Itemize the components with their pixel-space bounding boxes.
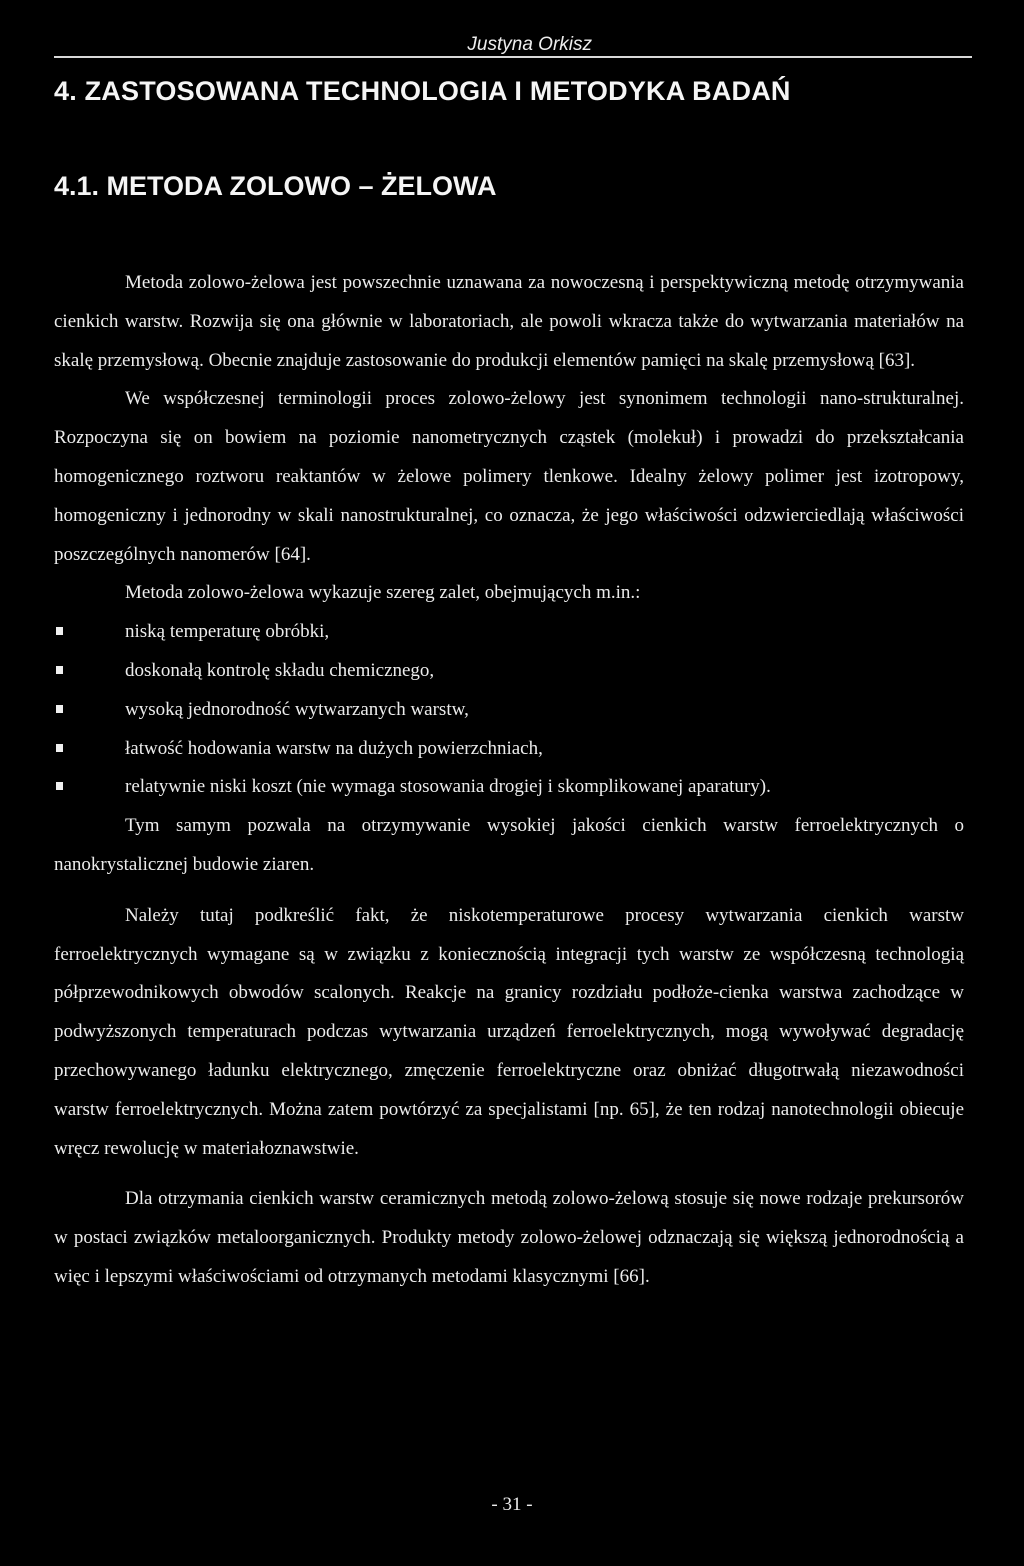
paragraph-precursors: Dla otrzymania cienkich warstw ceramicznych metodą zolowo-żelową stosuje się nowe rodzaje prekursorów w postaci związków metaloorganicznych. Produkty metody zolowo-żelowej odznaczają się większą jednorodnością a więc i lepszymi właściwościami od otrzymanych metodami klasycznymi [66].: [54, 1188, 964, 1287]
running-header-author: Justyna Orkisz: [467, 34, 592, 55]
chapter-title: 4. ZASTOSOWANA TECHNOLOGIA I METODYKA BADAŃ: [54, 76, 791, 106]
paragraph-thin-films: Tym samym pozwala na otrzymywanie wysokiej jakości cienkich warstw ferroelektrycznych o nanokrystalicznej budowie ziaren.: [54, 815, 964, 875]
bullet-square-icon: [56, 627, 63, 635]
paragraph-advantages-intro: Metoda zolowo-żelowa wykazuje szereg zalet, obejmujących m.in.:: [125, 582, 641, 604]
header-rule: [54, 56, 972, 58]
list-item: [54, 652, 964, 691]
page-number: - 31 -: [491, 1494, 533, 1515]
list-item-text: doskonałą kontrolę składu chemicznego,: [125, 659, 435, 681]
bullet-square-icon: [56, 666, 63, 674]
advantages-list: [54, 613, 964, 807]
list-item: [54, 613, 964, 652]
list-item-text: łatwość hodowania warstw na dużych powierzchniach,: [125, 737, 543, 759]
list-item-text: wysoką jednorodność wytwarzanych warstw,: [125, 698, 469, 720]
bullet-square-icon: [56, 705, 63, 713]
list-item: [54, 730, 964, 769]
list-item: [54, 691, 964, 730]
section-title: 4.1. METODA ZOLOWO – ŻELOWA: [54, 171, 497, 201]
body-text: [54, 264, 964, 1297]
list-item: [54, 768, 964, 807]
list-item-text: relatywnie niski koszt (nie wymaga stosowania drogiej i skomplikowanej aparatury).: [125, 776, 771, 798]
bullet-square-icon: [56, 782, 63, 790]
paragraph-intro: Metoda zolowo-żelowa jest powszechnie uznawana za nowoczesną i perspektywiczną metodę otrzymywania cienkich warstw. Rozwija się ona głównie w laboratoriach, ale powoli wkracza także do wytwarzania materiałów na skalę przemysłową. Obecnie znajduje zastosowanie do produkcji elementów pamięci na skalę przemysłową [63].: [54, 272, 964, 371]
list-item-text: niską temperaturę obróbki,: [125, 621, 330, 643]
bullet-square-icon: [56, 744, 63, 752]
paragraph-nanostructure: We współczesnej terminologii proces zolowo-żelowy jest synonimem technologii nano-strukturalnej. Rozpoczyna się on bowiem na poziomie nanometrycznych cząstek (molekuł) i prowadzi do przekształcania homogenicznego roztworu reaktantów w żelowe polimery tlenkowe. Idealny żelowy polimer jest izotropowy, homogeniczny i jednorodny w skali nanostrukturalnej, co oznacza, że jego właściwości odzwierciedlają właściwości poszczególnych nanomerów [64].: [54, 388, 964, 565]
paragraph-low-temperature: Należy tutaj podkreślić fakt, że niskotemperaturowe procesy wytwarzania cienkich warstw ferroelektrycznych wymagane są w związku z koniecznością integracji tych warstw ze współczesną technologią półprzewodnikowych obwodów scalonych. Reakcje na granicy rozdziału podłoże-cienka warstwa zachodzące w podwyższonych temperaturach podczas wytwarzania urządzeń ferroelektrycznych, mogą wywoływać degradację przechowywanego ładunku elektrycznego, zmęczenie ferroelektryczne oraz obniżać długotrwałą niezawodności warstw ferroelektrycznych. Można zatem powtórzyć za specjalistami [np. 65], że ten rodzaj nanotechnologii obiecuje wręcz rewolucję w materiałoznawstwie.: [54, 904, 964, 1159]
